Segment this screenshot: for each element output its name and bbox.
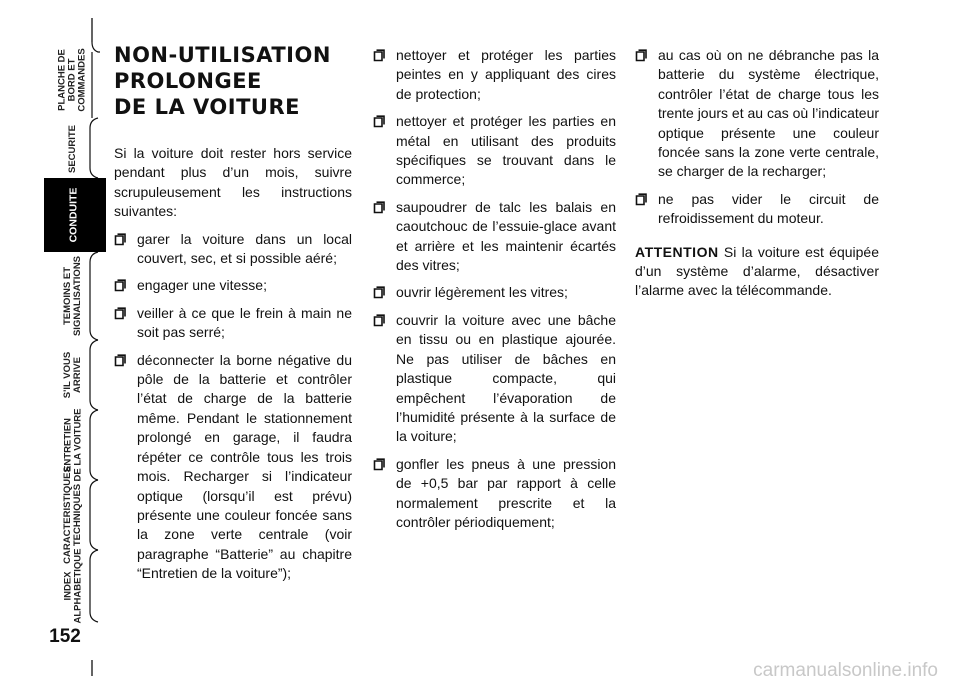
- list-item: [114, 230, 352, 269]
- title-line: PROLONGEE: [114, 69, 262, 93]
- list-item-text: gonfler les pneus à une pression de +0,5 bar par rapport à celle normalement prescrite et la contrôler périodiquement;: [396, 455, 616, 530]
- list-item: [373, 198, 616, 276]
- tab-label: CARACTERISTIQUES TECHNIQUES: [62, 466, 83, 564]
- tab-planche-de-bord[interactable]: [48, 40, 98, 120]
- list-item: [373, 283, 616, 302]
- list-item-text: garer la voiture dans un local couvert, sec, et si possible aéré;: [137, 230, 352, 267]
- checkbox-bullet-icon: [373, 458, 385, 471]
- tab-caracteristiques[interactable]: [48, 466, 98, 564]
- checkbox-bullet-icon: [373, 286, 385, 299]
- bullet-list-col3: [635, 46, 879, 229]
- list-item: [373, 311, 616, 447]
- bullet-list-col1: [114, 230, 352, 584]
- list-item: [373, 46, 616, 104]
- list-item: [635, 190, 879, 229]
- checkbox-bullet-icon: [114, 307, 126, 320]
- attention-text: Si la voiture est équipée d’un système d’alarme, désactiver l’alarme avec la télécommande.: [635, 243, 879, 299]
- column-1: [114, 42, 352, 592]
- checkbox-bullet-icon: [114, 233, 126, 246]
- list-item-text: couvrir la voiture avec une bâche en tissu ou en plastique ajourée. Ne pas utiliser de bâches en plastique compacte, qui empêchent l’évaporation de l’humidité présente à la surface de la voiture;: [396, 311, 616, 445]
- attention-label: ATTENTION: [635, 243, 719, 260]
- tab-label: CONDUITE: [67, 187, 79, 243]
- list-item-text: déconnecter la borne négative du pôle de la batterie et contrôler l’état de charge de la batterie même. Pendant le stationnement prolongé en garage, il faudra répéter ce contrôle tous les trois mois. Recharger si l’indicateur optique (lorsqu’il est prévu) présente une couleur foncée sans la zone verte centrale (voir paragraphe “Batterie” au chapitre “Entretien de la voiture”);: [137, 351, 352, 582]
- checkbox-bullet-icon: [635, 49, 647, 62]
- list-item: [373, 455, 616, 533]
- tab-label: PLANCHE DE BORD ET COMMANDES: [57, 48, 88, 112]
- tab-label: SECURITE: [66, 124, 78, 174]
- list-item-text: ne pas vider le circuit de refroidissement du moteur.: [658, 190, 879, 227]
- list-item-text: nettoyer et protéger les parties en métal en utilisant des produits spécifiques se trouvant dans le commerce;: [396, 113, 616, 188]
- column-2: [373, 46, 616, 540]
- list-item: [114, 276, 352, 295]
- page-number: 152: [49, 626, 81, 647]
- chapter-tab-strip: [0, 0, 105, 692]
- list-item-text: ouvrir légèrement les vitres;: [396, 284, 568, 301]
- bullet-list-col2: [373, 46, 616, 532]
- tab-index[interactable]: [48, 548, 98, 624]
- list-item: [635, 46, 879, 182]
- checkbox-bullet-icon: [373, 49, 385, 62]
- list-item: [114, 351, 352, 584]
- title-line: DE LA VOITURE: [114, 95, 300, 119]
- tab-label: ENTRETIEN DE LA VOITURE: [62, 408, 84, 482]
- list-item-text: nettoyer et protéger les parties peintes en y appliquant des cires de protection;: [396, 47, 616, 102]
- tab-conduite[interactable]: [48, 180, 98, 250]
- column-3: [635, 46, 879, 309]
- tab-securite[interactable]: [48, 118, 98, 180]
- intro-paragraph: Si la voiture doit rester hors service pendant plus d’un mois, suivre scrupuleusement les instructions suivantes:: [114, 145, 352, 220]
- list-item-text: au cas où on ne débranche pas la batterie du système électrique, contrôler l’état de charge tous les trente jours et au cas où l’indicateur optique présente une couleur foncée sans la zone verte centrale, se charger de la recharger;: [658, 47, 880, 180]
- title-line: NON-UTILISATION: [114, 43, 331, 67]
- list-item-text: veiller à ce que le frein à main ne soit pas serré;: [137, 304, 352, 341]
- list-item-text: engager une vitesse;: [137, 277, 267, 294]
- watermark: carmanualsonline.info: [753, 660, 938, 681]
- tab-label: INDEX ALPHABETIQUE: [62, 548, 84, 624]
- tab-sil-vous-arrive[interactable]: [48, 340, 98, 410]
- page-title: [114, 42, 352, 120]
- attention-paragraph: [635, 243, 879, 301]
- list-item: [373, 112, 616, 190]
- tab-label: TEMOINS ET SIGNALISATIONS: [62, 255, 83, 337]
- list-item-text: saupoudrer de talc les balais en caoutchouc de l’essuie-glace avant et arrière et les maintenir écartés des vitres;: [396, 198, 616, 274]
- checkbox-bullet-icon: [114, 354, 126, 367]
- checkbox-bullet-icon: [373, 314, 385, 327]
- tab-label: S'IL VOUS ARRIVE: [62, 351, 83, 399]
- checkbox-bullet-icon: [373, 115, 385, 128]
- checkbox-bullet-icon: [114, 279, 126, 292]
- list-item: [114, 304, 352, 343]
- checkbox-bullet-icon: [635, 193, 647, 206]
- tab-temoins-signalisations[interactable]: [48, 252, 98, 340]
- checkbox-bullet-icon: [373, 201, 385, 214]
